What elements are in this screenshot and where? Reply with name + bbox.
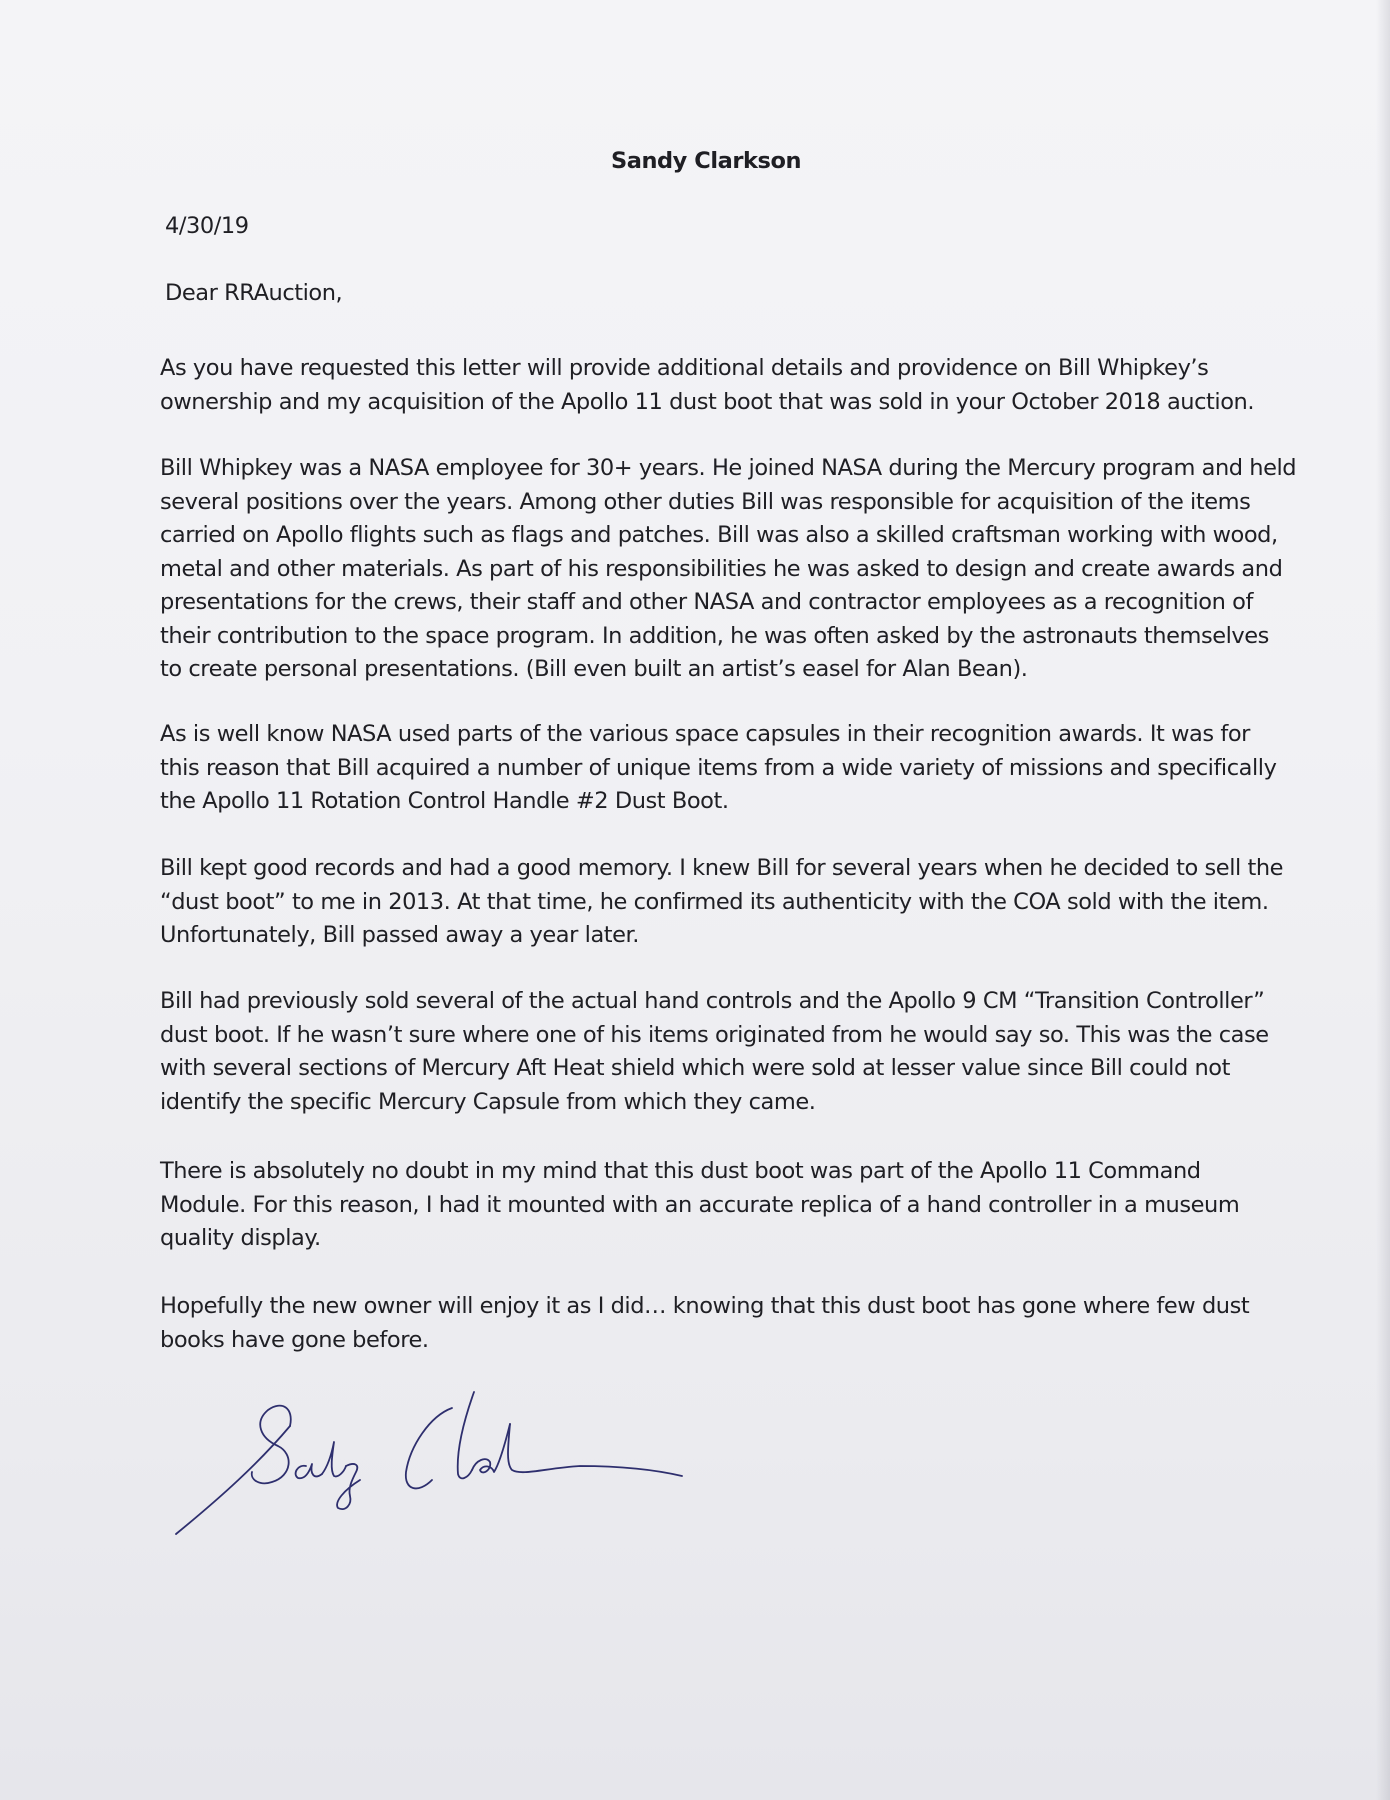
- paragraph-line: Bill Whipkey was a NASA employee for 30+ years. He joined NASA during the Mercury program and held: [160, 455, 1297, 481]
- paragraph-closing: [160, 1290, 1270, 1357]
- signature-stroke: [252, 1406, 291, 1484]
- signature-stroke: [406, 1408, 452, 1488]
- paragraph-line: Bill kept good records and had a good memory. I knew Bill for several years when he decided to sell the: [160, 855, 1284, 881]
- signature-stroke: [458, 1392, 474, 1478]
- salutation: Dear RRAuction,: [165, 280, 343, 306]
- paragraph-line: their contribution to the space program. In addition, he was often asked by the astronauts themselves: [160, 622, 1269, 649]
- paragraph-line: As is well know NASA used parts of the various space capsules in their recognition awards. It was for: [160, 721, 1250, 747]
- paragraph-line: As you have requested this letter will provide additional details and providence on Bill Whipkey’s: [160, 355, 1209, 381]
- paragraph-line: to create personal presentations. (Bill even built an artist’s easel for Alan Bean).: [160, 656, 1028, 682]
- letter-date: 4/30/19: [165, 213, 249, 239]
- signature-stroke: [176, 1426, 290, 1534]
- paragraph-line: quality display.: [160, 1225, 321, 1251]
- paragraph-line: Unfortunately, Bill passed away a year later.: [160, 922, 639, 948]
- paragraph-line: several positions over the years. Among other duties Bill was responsible for acquisition of the items: [160, 488, 1251, 515]
- paragraph-awards: [160, 718, 1277, 819]
- paragraph-request: [160, 352, 1270, 419]
- paragraph-line: with several sections of Mercury Aft Heat shield which were sold at lesser value since Bill could not: [160, 1055, 1230, 1081]
- paragraph-line: dust boot. If he wasn’t sure where one of his items originated from he would say so. This was the case: [160, 1021, 1269, 1048]
- paragraph-line: presentations for the crews, their staff and other NASA and contractor employees as a recognition of: [160, 589, 1253, 615]
- paragraph-line: “dust boot” to me in 2013. At that time, he confirmed its authenticity with the COA sold with the item.: [160, 888, 1269, 915]
- paragraph-line: Bill had previously sold several of the actual hand controls and the Apollo 9 CM “Transition Controller”: [160, 988, 1265, 1014]
- paragraph-line: this reason that Bill acquired a number of unique items from a wide variety of missions and specifically: [160, 754, 1277, 781]
- signature-stroke: [322, 1442, 346, 1476]
- paragraph-line: There is absolutely no doubt in my mind that this dust boot was part of the Apollo 11 Command: [160, 1158, 1201, 1184]
- paragraph-line: Module. For this reason, I had it mounted with an accurate replica of a hand controller in a museum: [160, 1191, 1240, 1218]
- sender-name: Sandy Clarkson: [610, 148, 802, 174]
- signature-stroke: [337, 1464, 360, 1509]
- paragraph-line: Hopefully the new owner will enjoy it as I did… knowing that this dust boot has gone where few dust: [160, 1293, 1250, 1319]
- paragraph-records: [160, 852, 1284, 953]
- paragraph-line: the Apollo 11 Rotation Control Handle #2 Dust Boot.: [160, 788, 729, 814]
- signature-stroke: [508, 1424, 682, 1476]
- paragraph-line: ownership and my acquisition of the Apollo 11 dust boot that was sold in your October 2018 auction.: [160, 388, 1255, 415]
- paragraph-previous-sales: [160, 985, 1270, 1119]
- paragraph-line: books have gone before.: [160, 1326, 429, 1353]
- paragraph-line: carried on Apollo flights such as flags and patches. Bill was also a skilled craftsman working with wood,: [160, 522, 1278, 548]
- paragraph-background: [160, 452, 1297, 687]
- signature-stroke: [296, 1464, 322, 1478]
- signature-stroke: [472, 1424, 510, 1472]
- paragraph-line: identify the specific Mercury Capsule from which they came.: [160, 1088, 816, 1115]
- paragraph-conclusion: [160, 1155, 1270, 1256]
- paragraph-line: metal and other materials. As part of his responsibilities he was asked to design and create awards and: [160, 555, 1283, 582]
- handwritten-signature: [160, 1380, 700, 1550]
